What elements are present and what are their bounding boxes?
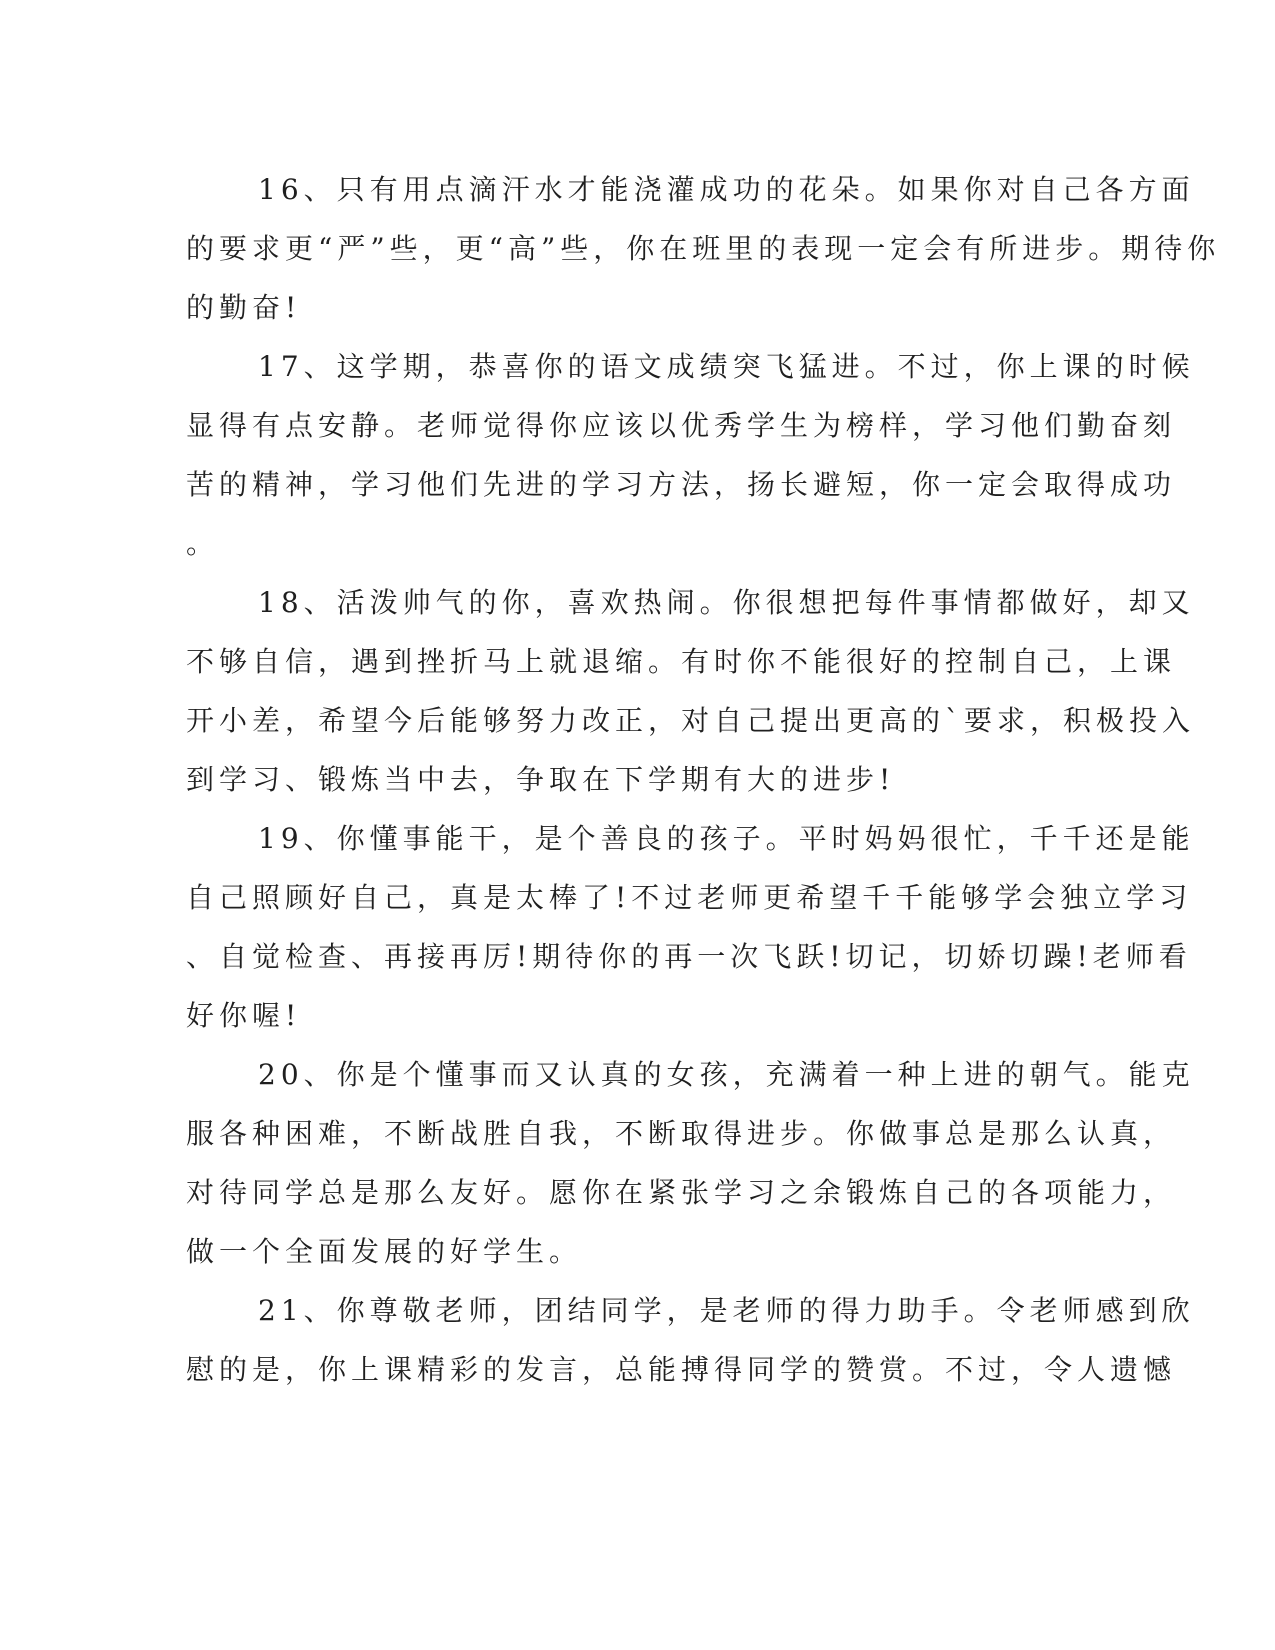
- text-line: 的勤奋!: [186, 291, 302, 324]
- paragraph-17: [186, 337, 1195, 573]
- text-line: 自己照顾好自己，真是太棒了!不过老师更希望千千能够学会独立学习: [186, 881, 1193, 914]
- paragraph-16: [186, 160, 1221, 337]
- paragraph-20: [186, 1045, 1195, 1281]
- text-line: 慰的是，你上课精彩的发言，总能搏得同学的赞赏。不过，令人遗憾: [186, 1353, 1177, 1386]
- text-line: 做一个全面发展的好学生。: [186, 1235, 583, 1268]
- text-line: 17、这学期，恭喜你的语文成绩突飞猛进。不过，你上课的时候: [258, 350, 1195, 383]
- text-line: 、自觉检查、再接再厉!期待你的再一次飞跃!切记，切娇切躁!老师看: [186, 940, 1192, 973]
- text-line: 开小差，希望今后能够努力改正，对自己提出更高的`要求，积极投入: [186, 704, 1196, 737]
- text-line: 显得有点安静。老师觉得你应该以优秀学生为榜样，学习他们勤奋刻: [186, 409, 1177, 442]
- text-line: 好你喔!: [186, 999, 302, 1032]
- document-body: [186, 160, 1221, 1399]
- text-line: 16、只有用点滴汗水才能浇灌成功的花朵。如果你对自己各方面: [258, 173, 1195, 206]
- text-line: 21、你尊敬老师，团结同学，是老师的得力助手。令老师感到欣: [258, 1294, 1195, 1327]
- text-line: 的要求更“严”些，更“高”些，你在班里的表现一定会有所进步。期待你: [186, 232, 1221, 265]
- text-line: 。: [186, 527, 220, 560]
- text-line: 18、活泼帅气的你，喜欢热闹。你很想把每件事情都做好，却又: [258, 586, 1195, 619]
- text-line: 服各种困难，不断战胜自我，不断取得进步。你做事总是那么认真，: [186, 1117, 1177, 1150]
- text-line: 苦的精神，学习他们先进的学习方法，扬长避短，你一定会取得成功: [186, 468, 1177, 501]
- text-line: 到学习、锻炼当中去，争取在下学期有大的进步!: [186, 763, 896, 796]
- text-line: 20、你是个懂事而又认真的女孩，充满着一种上进的朝气。能克: [258, 1058, 1195, 1091]
- paragraph-19: [186, 809, 1195, 1045]
- text-line: 19、你懂事能干，是个善良的孩子。平时妈妈很忙，千千还是能: [258, 822, 1195, 855]
- paragraph-21: [186, 1281, 1195, 1399]
- paragraph-18: [186, 573, 1196, 809]
- text-line: 不够自信，遇到挫折马上就退缩。有时你不能很好的控制自己，上课: [186, 645, 1177, 678]
- text-line: 对待同学总是那么友好。愿你在紧张学习之余锻炼自己的各项能力，: [186, 1176, 1177, 1209]
